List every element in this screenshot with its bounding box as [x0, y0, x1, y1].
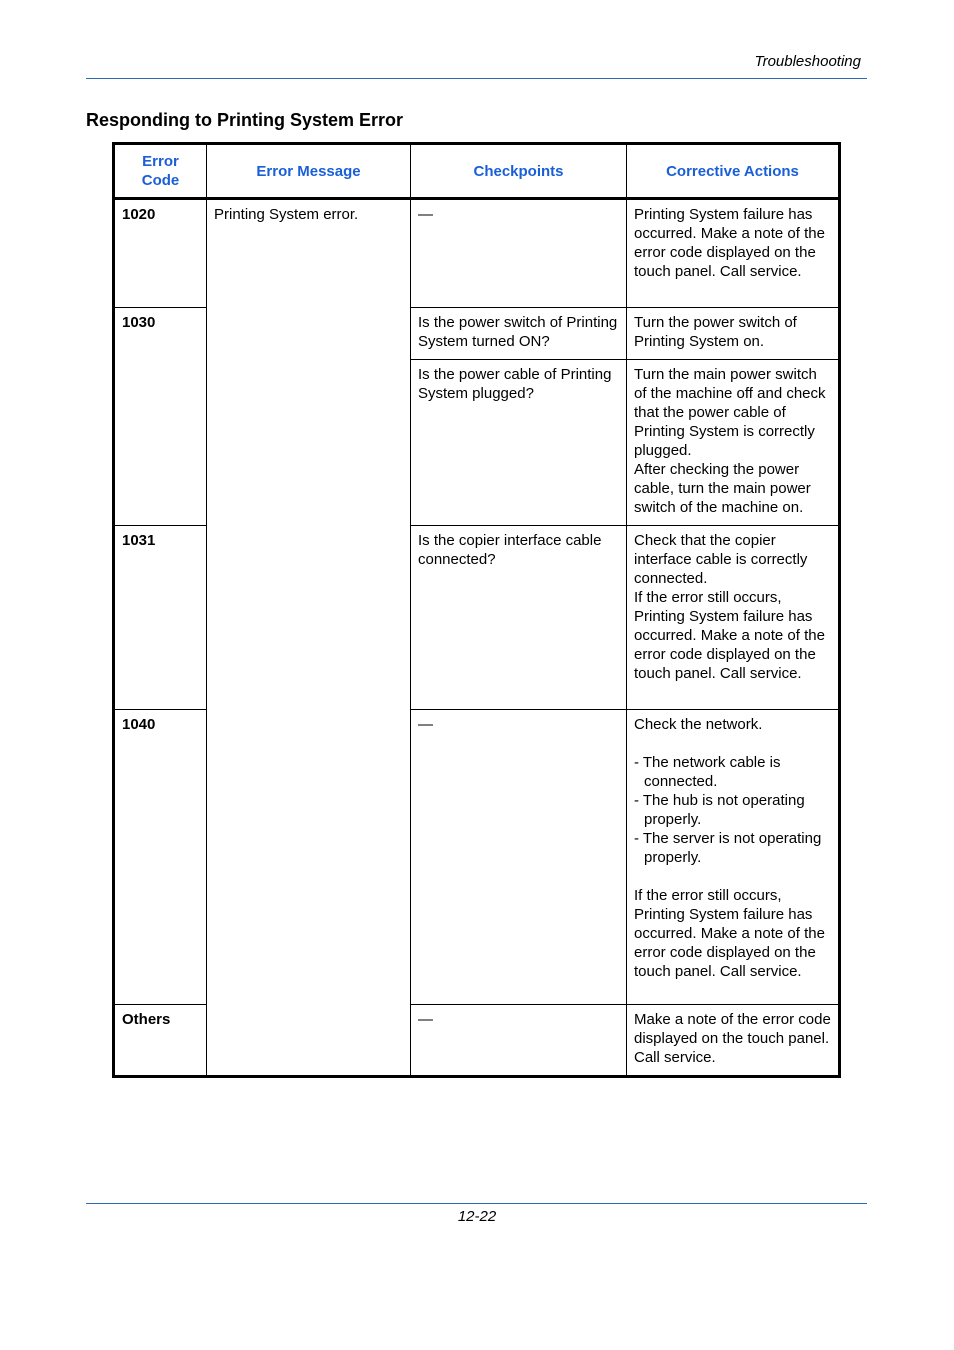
action-text: Turn the main power switch of the machine off and check that the power cable of Printing System is correctly plugged.: [634, 366, 826, 459]
error-code: 1031: [114, 526, 207, 710]
header-checkpoints: Checkpoints: [411, 144, 627, 199]
checkpoint: Is the power cable of Printing System plugged?: [411, 360, 627, 526]
corrective-action: [627, 308, 840, 360]
page-number: 12-22: [457, 1208, 497, 1225]
corrective-action: [627, 710, 840, 1005]
header-error-message: Error Message: [207, 144, 411, 199]
action-text: Printing System failure has occurred. Make a note of the error code displayed on the touch panel. Call service.: [634, 206, 825, 280]
checkpoint: —: [411, 710, 627, 1005]
running-header: Troubleshooting: [754, 53, 861, 70]
error-code: Others: [114, 1005, 207, 1077]
checkpoint: —: [411, 1005, 627, 1077]
header-corrective-actions: Corrective Actions: [627, 144, 840, 199]
error-code: 1040: [114, 710, 207, 1005]
action-text: If the error still occurs, Printing System failure has occurred. Make a note of the error code displayed on the touch panel. Call service.: [634, 887, 825, 980]
checkpoint: Is the copier interface cable connected?: [411, 526, 627, 710]
action-list-item: - The hub is not operating properly.: [634, 792, 805, 828]
footer-rule: [86, 1203, 867, 1204]
error-message: Printing System error.: [207, 199, 411, 1077]
corrective-action: [627, 199, 840, 308]
table-header-row: [114, 144, 840, 199]
action-text: Check that the copier interface cable is correctly connected.: [634, 532, 808, 587]
action-list-item: - The server is not operating properly.: [634, 830, 822, 866]
corrective-action: [627, 526, 840, 710]
action-text: Check the network.: [634, 716, 763, 733]
error-code: 1020: [114, 199, 207, 308]
checkpoint: Is the power switch of Printing System turned ON?: [411, 308, 627, 360]
header-error-code: Error Code: [114, 144, 207, 199]
action-list-item: - The network cable is connected.: [634, 754, 781, 790]
corrective-action: [627, 360, 840, 526]
header-rule: [86, 78, 867, 79]
action-text: If the error still occurs, Printing System failure has occurred. Make a note of the error code displayed on the touch panel. Call service.: [634, 589, 825, 682]
action-text: Turn the power switch of Printing System on.: [634, 314, 797, 350]
section-title: Responding to Printing System Error: [86, 110, 404, 130]
error-table: [112, 142, 841, 1078]
checkpoint: —: [411, 199, 627, 308]
table-row: [114, 199, 840, 308]
action-text: Make a note of the error code displayed on the touch panel. Call service.: [634, 1011, 831, 1066]
corrective-action: [627, 1005, 840, 1077]
action-text: After checking the power cable, turn the main power switch of the machine on.: [634, 461, 811, 516]
error-code: 1030: [114, 308, 207, 526]
